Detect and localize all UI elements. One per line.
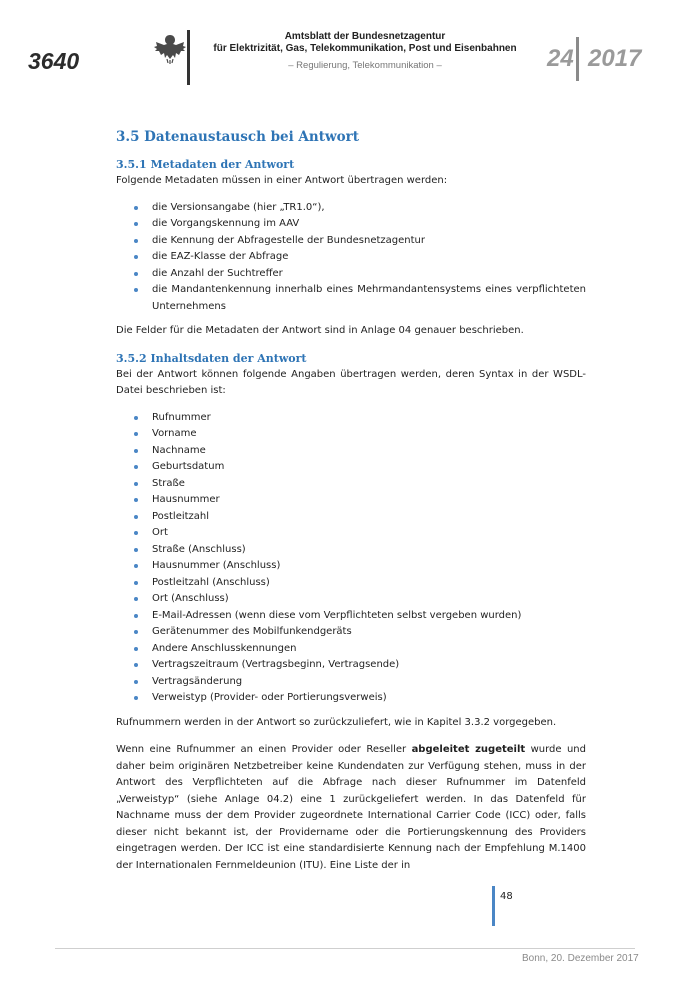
- page-number: 48: [500, 891, 513, 902]
- list-item: Gerätenummer des Mobilfunkendgeräts: [116, 624, 586, 641]
- provider-reference-paragraph: [116, 742, 586, 874]
- list-item: die Kennung der Abfragestelle der Bundesnetzagentur: [116, 233, 586, 250]
- metadata-intro: Folgende Metadaten müssen in einer Antwort übertragen werden:: [116, 175, 448, 186]
- metadata-note: Die Felder für die Metadaten der Antwort sind in Anlage 04 genauer beschrieben.: [116, 325, 524, 336]
- gazette-title-line2: für Elektrizität, Gas, Telekommunikation, Post und Eisenbahnen: [213, 43, 517, 54]
- list-item: die Vorgangskennung im AAV: [116, 216, 586, 233]
- list-item: Vertragsänderung: [116, 674, 586, 691]
- list-item: die EAZ-Klasse der Abfrage: [116, 249, 586, 266]
- list-item: Verweistyp (Provider- oder Portierungsverweis): [116, 690, 586, 707]
- list-item: Postleitzahl: [116, 509, 586, 526]
- list-item: Vertragszeitraum (Vertragsbeginn, Vertragsende): [116, 657, 586, 674]
- bold-term: abgeleitet zugeteilt: [411, 744, 526, 755]
- list-item: Nachname: [116, 443, 586, 460]
- list-item: die Mandantenkennung innerhalb eines Mehrmandantensystems eines verpflichteten Unternehmens: [116, 282, 586, 315]
- document-body: [116, 124, 586, 874]
- list-item: Andere Anschlusskennungen: [116, 641, 586, 658]
- list-item: E-Mail-Adressen (wenn diese vom Verpflichteten selbst vergeben wurden): [116, 608, 586, 625]
- paragraph-text: wurde und daher beim originären Netzbetreiber keine Kundendaten zur Verfügung stehen, muss in der Antwort des Verpflichteten auf die Abfrage nach dieser Rufnummer im Datenfeld „Verweistyp“ (siehe Anlage 04.2) eine 1 zurückgeliefert werden. In das Datenfeld für Nachname muss der dem Provider zugeordnete International Carrier Code (ICC) oder, falls dieser nicht bekannt ist, der Providername oder die Portierungskennung des Providers eingetragen werden. Der ICC ist eine standardisierte Kennung nach der Empfehlung M.1400 der Internationalen Fernmeldeunion (ITU). Eine Liste der in: [116, 744, 586, 871]
- page-number-rule: [492, 886, 495, 926]
- list-item: Hausnummer: [116, 492, 586, 509]
- list-item: die Anzahl der Suchtreffer: [116, 266, 586, 283]
- list-item: Straße (Anschluss): [116, 542, 586, 559]
- phone-number-paragraph: Rufnummern werden in der Antwort so zurückzuliefert, wie in Kapitel 3.3.2 vorgegeben.: [116, 716, 557, 728]
- issue-year: 2017: [588, 45, 642, 72]
- gazette-title: Amtsblatt der Bundesnetzagentur: [284, 31, 446, 42]
- footer-divider: [55, 948, 635, 949]
- list-item: Ort (Anschluss): [116, 591, 586, 608]
- list-item: Postleitzahl (Anschluss): [116, 575, 586, 592]
- paragraph-text: Wenn eine Rufnummer an einen Provider oder Reseller: [116, 744, 412, 755]
- section-heading: 3.5 Datenaustausch bei Antwort: [116, 129, 359, 145]
- list-item: Ort: [116, 525, 586, 542]
- gazette-page-number: 3640: [28, 48, 80, 74]
- content-intro: Bei der Antwort können folgende Angaben übertragen werden, deren Syntax in der WSDL-Datei beschrieben ist:: [116, 368, 586, 396]
- list-item: Vorname: [116, 426, 586, 443]
- content-data-list: [116, 410, 586, 707]
- list-item: die Versionsangabe (hier „TR1.0“),: [116, 200, 586, 217]
- federal-eagle-icon: [152, 33, 188, 65]
- list-item: Straße: [116, 476, 586, 493]
- metadata-list: [116, 200, 586, 316]
- list-item: Rufnummer: [116, 410, 586, 427]
- subsection-heading-metadata: 3.5.1 Metadaten der Antwort: [116, 158, 295, 171]
- footer-date: Bonn, 20. Dezember 2017: [522, 953, 639, 964]
- issue-number: 24: [547, 45, 574, 72]
- list-item: Hausnummer (Anschluss): [116, 558, 586, 575]
- gazette-header: [200, 31, 530, 71]
- subsection-heading-content: 3.5.2 Inhaltsdaten der Antwort: [116, 351, 307, 365]
- issue-divider: [576, 37, 579, 81]
- list-item: Geburtsdatum: [116, 459, 586, 476]
- gazette-subtitle: – Regulierung, Telekommunikation –: [288, 60, 442, 71]
- header-eagle-rule: [187, 30, 190, 85]
